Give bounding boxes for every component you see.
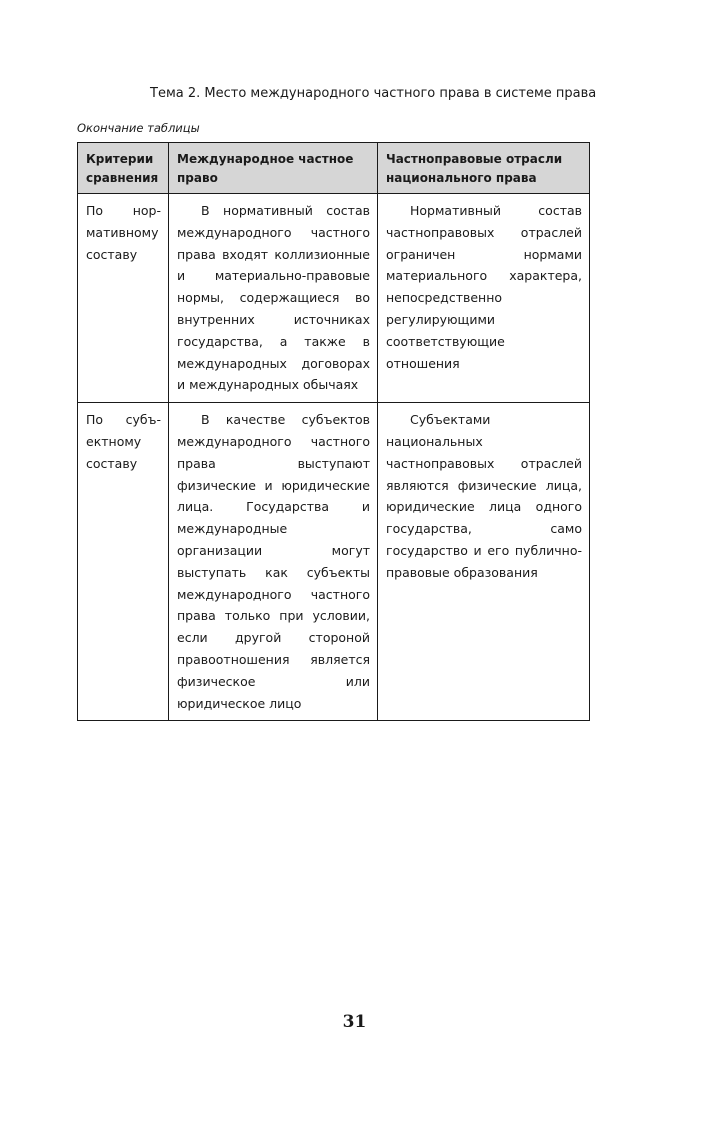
row-national-cell: [378, 194, 590, 403]
header-national-private-law: Частноправовые отрасли национального права: [378, 143, 590, 194]
row-international-cell: [169, 403, 378, 721]
comparison-table: [77, 142, 590, 721]
table-header-row: [78, 143, 590, 194]
table-row: [78, 194, 590, 403]
header-international-private-law: Международное частное право: [169, 143, 378, 194]
running-head: Тема 2. Место международного частного права в системе права: [150, 86, 597, 101]
header-criteria: Критерии сравнения: [78, 143, 169, 194]
cell-text: Нормативный состав частноправовых отраслей ограничен нормами материального характера, непосредственно регулирующими соответствующие отношения: [386, 203, 582, 371]
row-national-cell: [378, 403, 590, 721]
cell-text: Субъектами национальных частноправовых отраслей являются физические лица, юридические лица одного государства, само государство и его публично-правовые образования: [386, 412, 582, 580]
table-row: [78, 403, 590, 721]
row-international-cell: [169, 194, 378, 403]
row-criterion: По субъектному составу: [78, 403, 169, 721]
table-caption: Окончание таблицы: [77, 121, 200, 135]
cell-text: В качестве субъектов международного частного права выступают физические и юридические лица. Государства и международные организации могут выступать как субъекты международного частного права только при условии, если другой стороной правоотношения является физическое или юридическое лицо: [177, 412, 370, 711]
page-number: 31: [342, 1012, 367, 1032]
row-criterion: По нормативному составу: [78, 194, 169, 403]
cell-text: В нормативный состав международного частного права входят коллизионные и материально-правовые нормы, содержащиеся во внутренних источниках государства, а также в международных договорах и международных обычаях: [177, 203, 370, 393]
